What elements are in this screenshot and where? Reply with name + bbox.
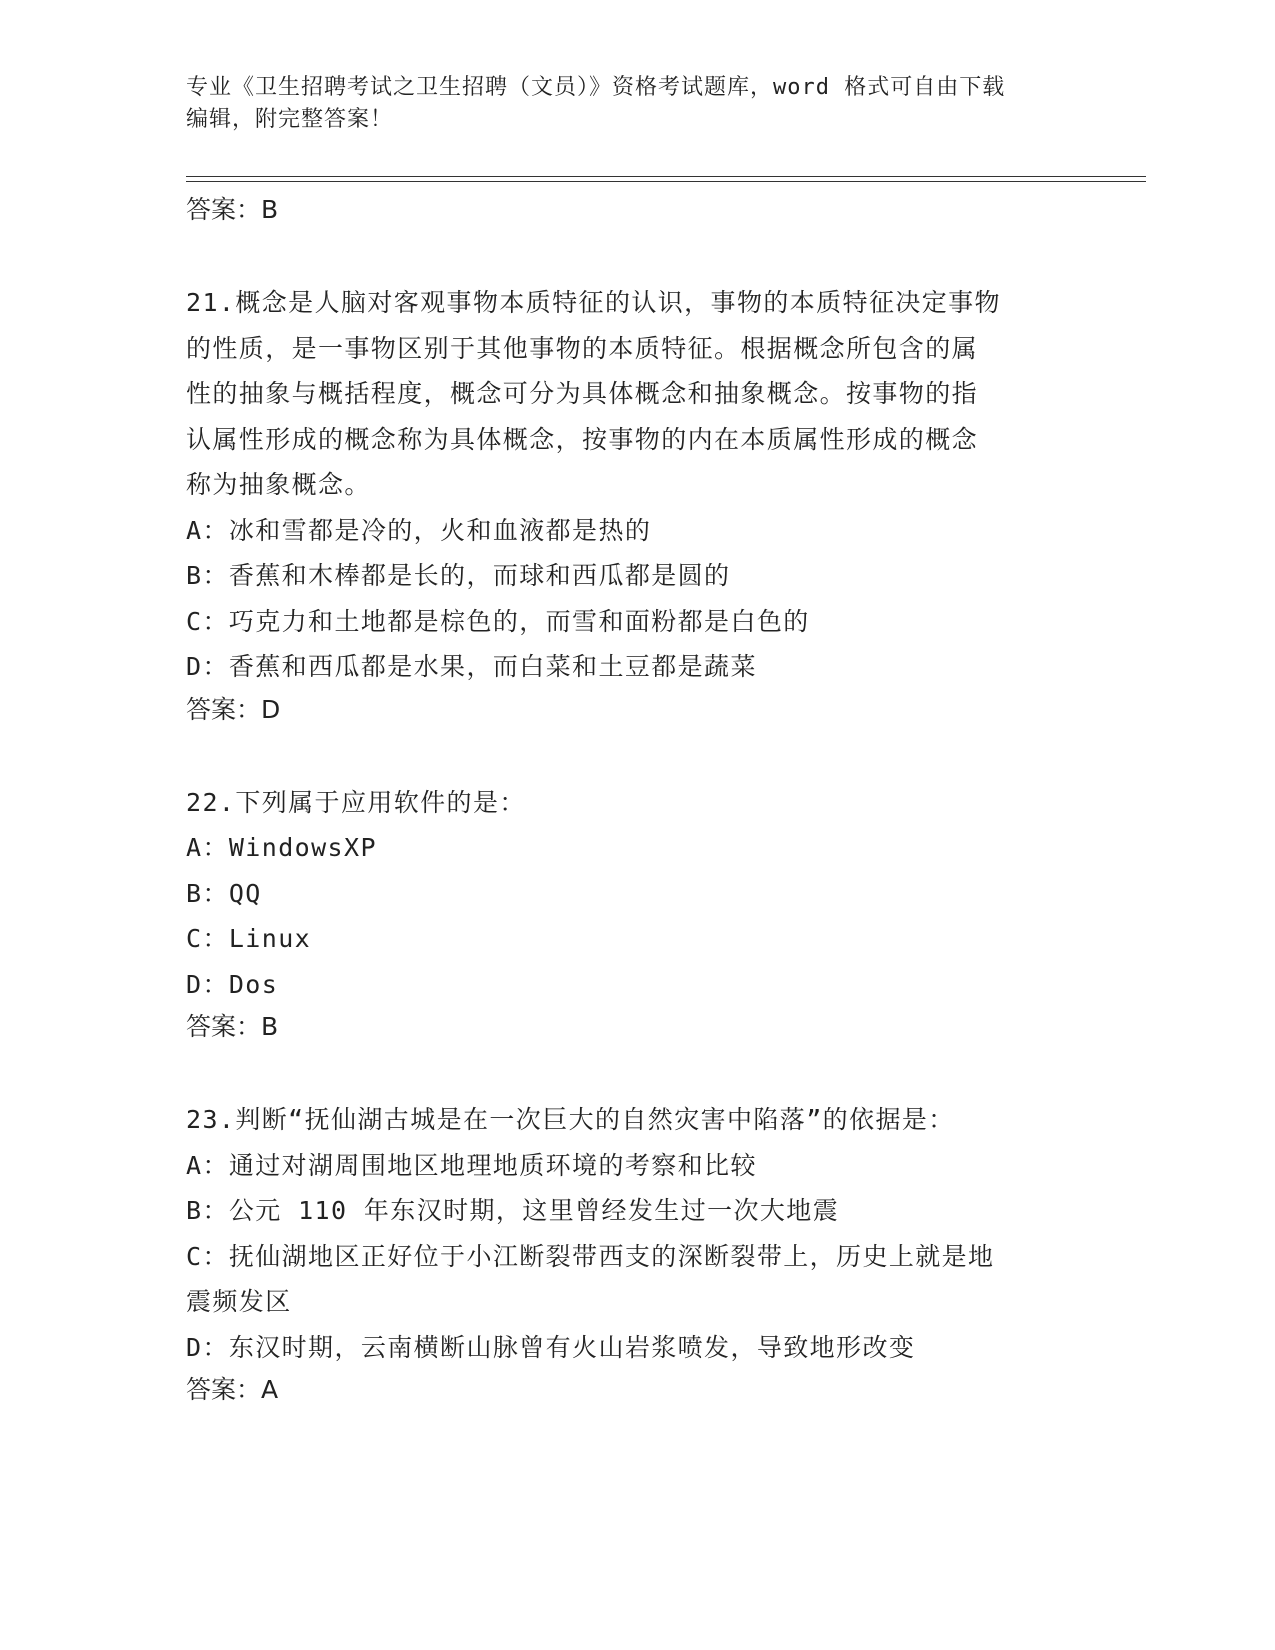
option-d: D：东汉时期，云南横断山脉曾有火山岩浆喷发，导致地形改变 <box>186 1332 916 1362</box>
answer-23: 答案：A <box>186 1375 279 1404</box>
option-c-continued: 震频发区 <box>186 1287 292 1316</box>
option-a: A：冰和雪都是冷的，火和血液都是热的 <box>186 515 652 545</box>
question-stem-line: 22.下列属于应用软件的是： <box>186 787 526 817</box>
option-a: A：通过对湖周围地区地理地质环境的考察和比较 <box>186 1150 757 1180</box>
option-d: D：Dos <box>186 969 279 999</box>
option-b: B：QQ <box>186 878 262 908</box>
question-stem-line: 23.判断“抚仙湖古城是在一次巨大的自然灾害中陷落”的依据是： <box>186 1105 955 1134</box>
question-stem-line: 21.概念是人脑对客观事物本质特征的认识，事物的本质特征决定事物 <box>186 288 1001 317</box>
header-line-1: 专业《卫生招聘考试之卫生招聘（文员）》资格考试题库，word 格式可自由下载 <box>186 75 1006 100</box>
question-stem-line: 性的抽象与概括程度，概念可分为具体概念和抽象概念。按事物的指 <box>186 379 979 408</box>
header-line-2: 编辑，附完整答案！ <box>186 107 394 132</box>
document-header <box>186 72 1066 136</box>
question-stem-line: 的性质，是一事物区别于其他事物的本质特征。根据概念所包含的属 <box>186 333 979 363</box>
option-c: C：Linux <box>186 924 312 953</box>
previous-answer: 答案：B <box>186 195 279 224</box>
question-stem-line: 称为抽象概念。 <box>186 470 371 499</box>
answer-21: 答案：D <box>186 694 281 724</box>
answer-22: 答案：B <box>186 1012 279 1041</box>
header-rule-bottom <box>186 181 1146 182</box>
option-c: C：巧克力和土地都是棕色的，而雪和面粉都是白色的 <box>186 606 810 636</box>
option-b: B：公元 110 年东汉时期，这里曾经发生过一次大地震 <box>186 1196 840 1225</box>
header-rule-top <box>186 176 1146 177</box>
question-stem-line: 认属性形成的概念称为具体概念，按事物的内在本质属性形成的概念 <box>186 424 979 454</box>
option-c: C：抚仙湖地区正好位于小江断裂带西支的深断裂带上，历史上就是地 <box>186 1241 995 1271</box>
question-21 <box>186 280 1086 730</box>
option-d: D：香蕉和西瓜都是水果，而白菜和土豆都是蔬菜 <box>186 652 757 681</box>
question-23 <box>186 1097 1086 1410</box>
option-a: A：WindowsXP <box>186 833 377 862</box>
question-22 <box>186 780 1086 1048</box>
question-list <box>186 190 1086 1410</box>
option-b: B：香蕉和木棒都是长的，而球和西瓜都是圆的 <box>186 561 731 590</box>
